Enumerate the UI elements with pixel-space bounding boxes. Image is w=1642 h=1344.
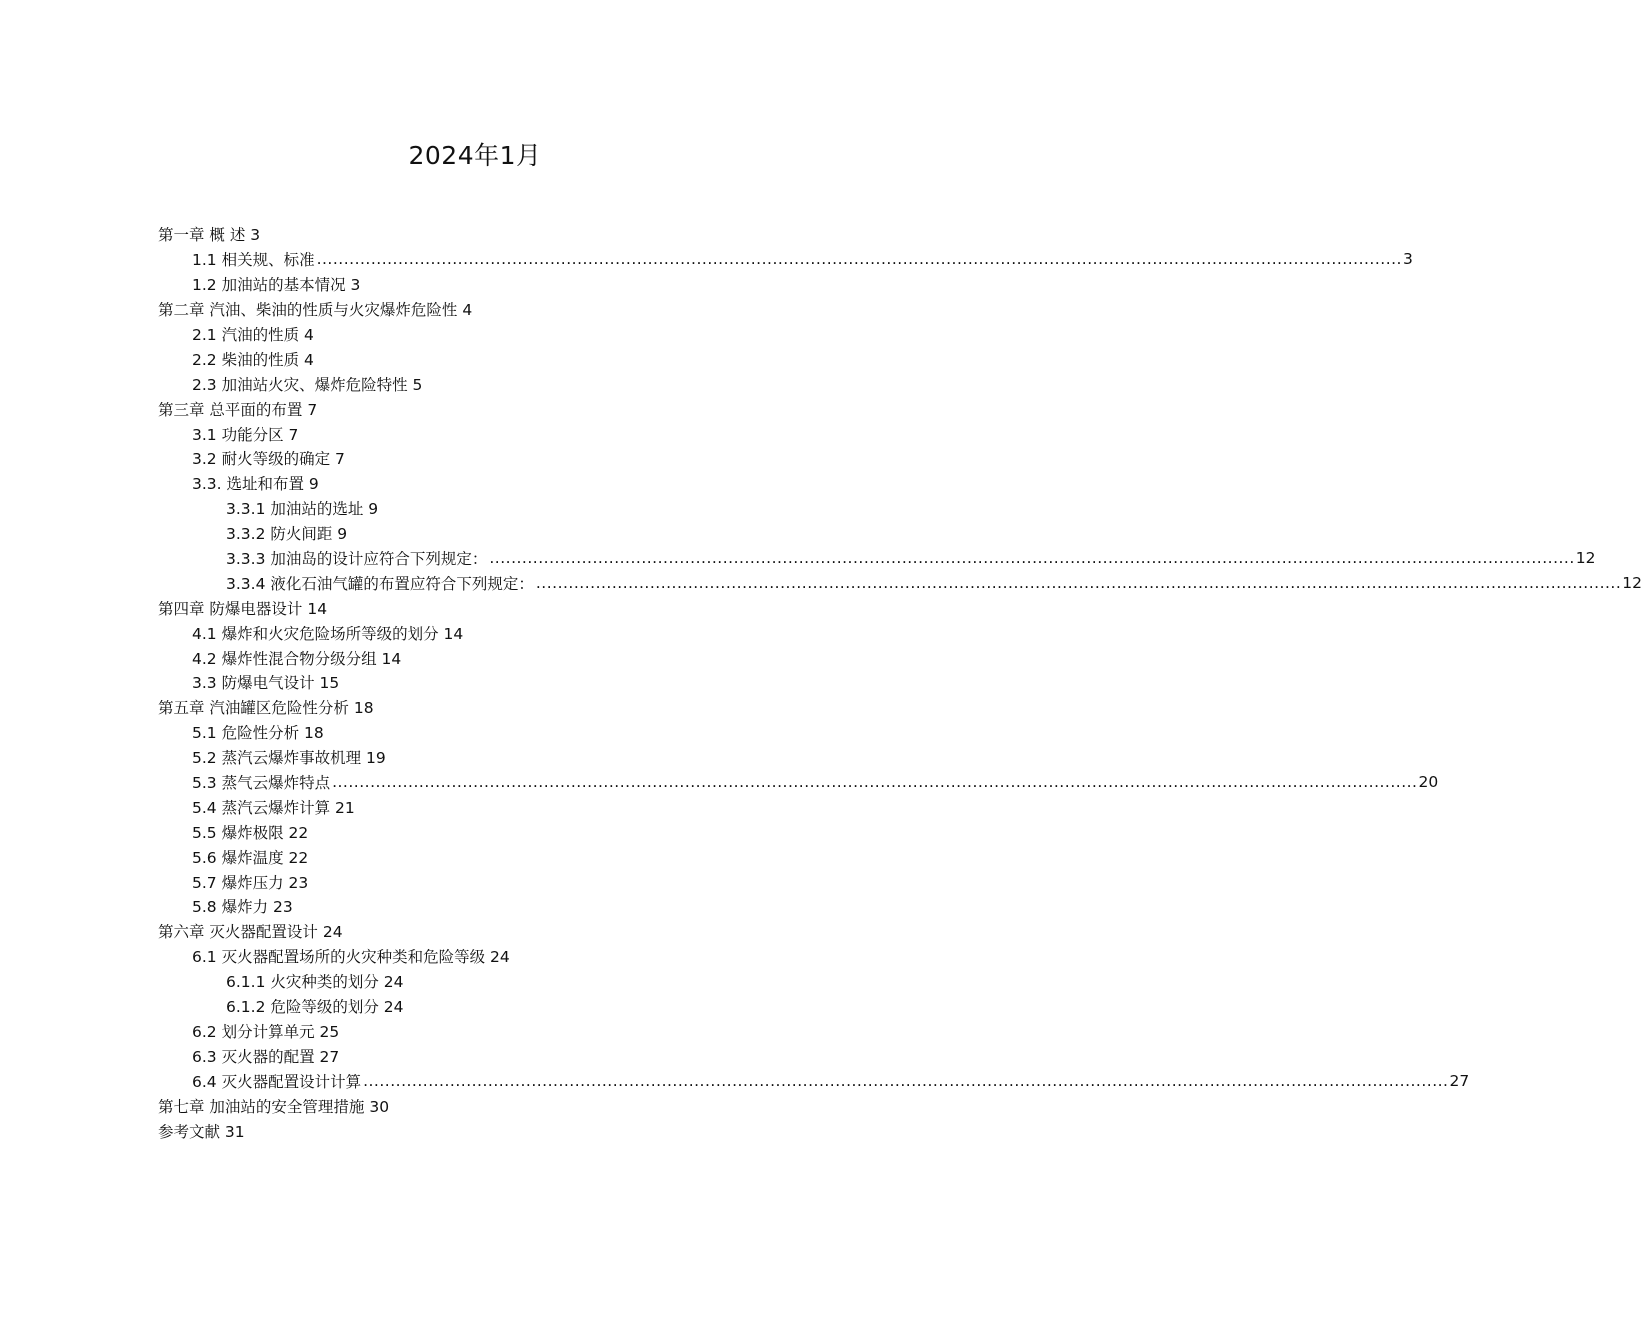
toc-entry[interactable]	[158, 446, 838, 471]
toc-page-number: 3	[1402, 250, 1413, 269]
toc-entry-title: 6.1.2 危险等级的划分 24	[226, 998, 404, 1017]
toc-entry[interactable]	[158, 1068, 1470, 1093]
toc-entry[interactable]	[158, 421, 838, 446]
toc-entry[interactable]	[158, 819, 838, 844]
toc-entry-title: 3.3. 选址和布置 9	[192, 475, 319, 494]
document-date: 2024年1月	[408, 141, 542, 170]
toc-entry-title: 3.3.3 加油岛的设计应符合下列规定：	[226, 550, 488, 569]
toc-entry[interactable]	[158, 745, 838, 770]
toc-entry-title: 3.3.1 加油站的选址 9	[226, 500, 379, 519]
toc-entry-title: 第三章 总平面的布置 7	[158, 400, 318, 419]
toc-dot-leader: ........................................................................................................................................................................................................	[316, 250, 1402, 269]
toc-entry[interactable]	[158, 620, 838, 645]
toc-entry[interactable]	[158, 496, 838, 521]
toc-page-number: 27	[1449, 1071, 1470, 1090]
toc-entry-title: 3.2 耐火等级的确定 7	[192, 450, 345, 469]
toc-entry[interactable]	[158, 521, 838, 546]
toc-entry[interactable]	[158, 1019, 838, 1044]
toc-entry[interactable]	[158, 471, 838, 496]
toc-entry[interactable]	[158, 595, 838, 620]
toc-entry-title: 3.3 防爆电气设计 15	[192, 674, 340, 693]
toc-page-number: 12	[1575, 549, 1596, 568]
toc-dot-leader: ........................................................................................................................................................................................................	[332, 773, 1418, 792]
toc-entry-title: 第二章 汽油、柴油的性质与火灾爆炸危险性 4	[158, 301, 473, 320]
toc-entry[interactable]	[158, 396, 838, 421]
toc-entry-title: 6.1 灭火器配置场所的火灾种类和危险等级 24	[192, 948, 510, 967]
toc-entry[interactable]	[158, 994, 838, 1019]
toc-entry-title: 6.3 灭火器的配置 27	[192, 1047, 340, 1066]
toc-entry[interactable]	[158, 222, 838, 247]
toc-entry-title: 第五章 汽油罐区危险性分析 18	[158, 699, 374, 718]
toc-entry-title: 第七章 加油站的安全管理措施 30	[158, 1097, 390, 1116]
toc-entry[interactable]	[158, 869, 838, 894]
toc-entry[interactable]	[158, 670, 838, 695]
toc-entry-title: 2.1 汽油的性质 4	[192, 326, 314, 344]
toc-entry-title: 5.8 爆炸力 23	[192, 898, 293, 917]
toc-entry-title: 6.2 划分计算单元 25	[192, 1022, 340, 1041]
toc-entry[interactable]	[158, 894, 838, 919]
toc-page-number: 20	[1418, 773, 1439, 792]
toc-entry[interactable]	[158, 570, 1642, 595]
toc-entry-title: 参考文献 31	[158, 1122, 245, 1141]
toc-entry-title: 5.3 蒸气云爆炸特点	[192, 774, 331, 793]
toc-entry[interactable]	[158, 645, 838, 670]
toc-entry[interactable]	[158, 969, 838, 994]
toc-entry-title: 2.2 柴油的性质 4	[192, 350, 314, 369]
toc-entry[interactable]	[158, 794, 838, 819]
toc-entry[interactable]	[158, 1043, 838, 1068]
toc-entry[interactable]	[158, 770, 1439, 795]
toc-entry-title: 5.1 危险性分析 18	[192, 724, 324, 743]
toc-entry-title: 4.2 爆炸性混合物分级分组 14	[192, 649, 402, 668]
toc-entry-title: 2.3 加油站火灾、爆炸危险特性 5	[192, 375, 423, 394]
toc-entry[interactable]	[158, 1093, 838, 1118]
toc-dot-leader: ........................................................................................................................................................................................................	[489, 549, 1575, 568]
toc-entry-title: 5.4 蒸汽云爆炸计算 21	[192, 798, 355, 817]
toc-dot-leader: ........................................................................................................................................................................................................	[535, 573, 1622, 592]
toc-entry-title: 第一章 概 述 3	[158, 226, 261, 245]
toc-entry-title: 5.2 蒸汽云爆炸事故机理 19	[192, 749, 386, 768]
toc-entry[interactable]	[158, 844, 838, 869]
table-of-contents	[158, 222, 1642, 1143]
toc-entry[interactable]	[158, 247, 1413, 272]
toc-entry[interactable]	[158, 272, 838, 297]
toc-entry[interactable]	[158, 919, 838, 944]
toc-entry[interactable]	[158, 1118, 838, 1143]
toc-entry[interactable]	[158, 297, 838, 322]
toc-entry-title: 5.7 爆炸压力 23	[192, 873, 309, 892]
toc-entry[interactable]	[158, 695, 838, 720]
toc-entry-title: 5.5 爆炸极限 22	[192, 823, 309, 842]
toc-dot-leader: ........................................................................................................................................................................................................	[363, 1071, 1449, 1090]
toc-entry[interactable]	[158, 720, 838, 745]
toc-entry-title: 第六章 灭火器配置设计 24	[158, 923, 343, 942]
toc-entry-title: 1.1 相关规、标准	[192, 251, 315, 270]
toc-entry-title: 4.1 爆炸和火灾危险场所等级的划分 14	[192, 624, 464, 643]
toc-entry[interactable]	[158, 322, 838, 347]
toc-entry-title: 5.6 爆炸温度 22	[192, 848, 309, 867]
toc-entry-title: 6.1.1 火灾种类的划分 24	[226, 973, 404, 992]
toc-entry-title: 1.2 加油站的基本情况 3	[192, 276, 361, 295]
toc-entry-title: 3.1 功能分区 7	[192, 425, 299, 444]
toc-page-number: 12	[1622, 573, 1642, 592]
toc-entry-title: 6.4 灭火器配置设计计算	[192, 1072, 362, 1091]
toc-entry-title: 第四章 防爆电器设计 14	[158, 599, 328, 618]
toc-entry-title: 3.3.2 防火间距 9	[226, 525, 348, 544]
toc-entry[interactable]	[158, 371, 838, 396]
toc-entry[interactable]	[158, 546, 1596, 571]
toc-entry-title: 3.3.4 液化石油气罐的布置应符合下列规定：	[226, 574, 534, 593]
toc-entry[interactable]	[158, 346, 838, 371]
toc-entry[interactable]	[158, 944, 838, 969]
